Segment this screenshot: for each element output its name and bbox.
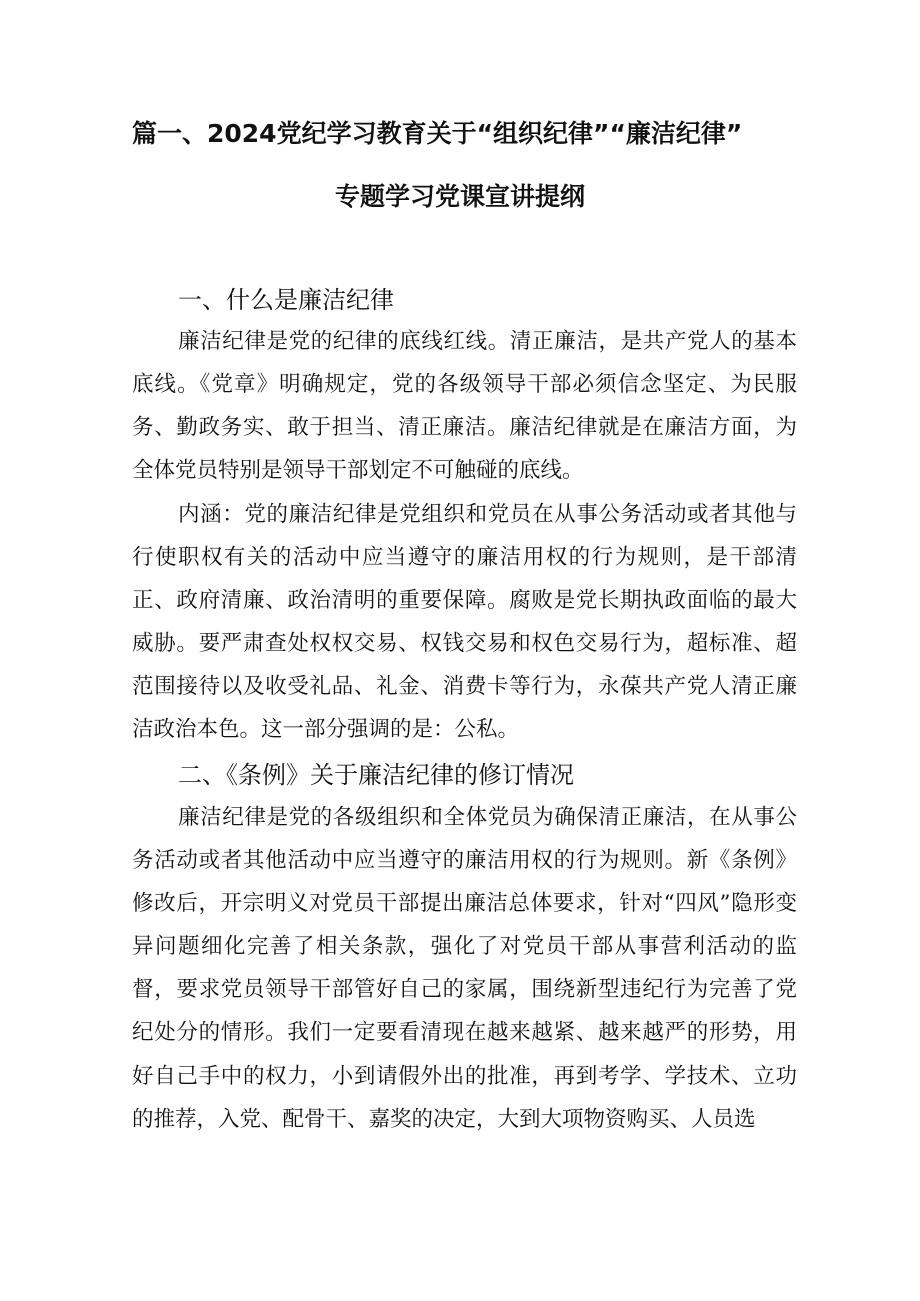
document-title-line1: 篇一、2024党纪学习教育关于“组织纪律”“廉洁纪律” xyxy=(132,119,743,148)
section2-heading: 二、《条例》关于廉洁纪律的修订情况 xyxy=(178,761,574,789)
section1-paragraph2: 内涵：党的廉洁纪律是党组织和党员在从事公务活动或者其他与行使职权有关的活动中应当遵守的廉洁用权的行为规则，是干部清正、政府清廉、政治清明的重要保障。腐败是党长期执政面临的最大威胁。要严肃查处权权交易、权钱交易和权色交易行为，超标准、超范围接待以及收受礼品、礼金、消费卡等行为，永葆共产党人清正廉洁政治本色。这一部分强调的是：公私。 xyxy=(132,502,797,743)
document-title-line2: 专题学习党课宣讲提纲 xyxy=(334,182,585,211)
section2-paragraph1: 廉洁纪律是党的各级组织和全体党员为确保清正廉洁，在从事公务活动或者其他活动中应当遵守的廉洁用权的行为规则。新《条例》修改后，开宗明义对党员干部提出廉洁总体要求，针对“四风”隐形变异问题细化完善了相关条款，强化了对党员干部从事营利活动的监督，要求党员领导干部管好自己的家属，围绕新型违纪行为完善了党纪处分的情形。我们一定要看清现在越来越紧、越来越严的形势，用好自己手中的权力，小到请假外出的批准，再到考学、学技术、立功的推荐，入党、配骨干、嘉奖的决定，大到大项物资购买、人员选 xyxy=(132,805,797,1132)
section1-heading: 一、什么是廉洁纪律 xyxy=(178,286,394,314)
section1-paragraph1: 廉洁纪律是党的纪律的底线红线。清正廉洁，是共产党人的基本底线。《党章》明确规定，党的各级领导干部必须信念坚定、为民服务、勤政务实、敢于担当、清正廉洁。廉洁纪律就是在廉洁方面，为全体党员特别是领导干部划定不可触碰的底线。 xyxy=(132,329,797,484)
